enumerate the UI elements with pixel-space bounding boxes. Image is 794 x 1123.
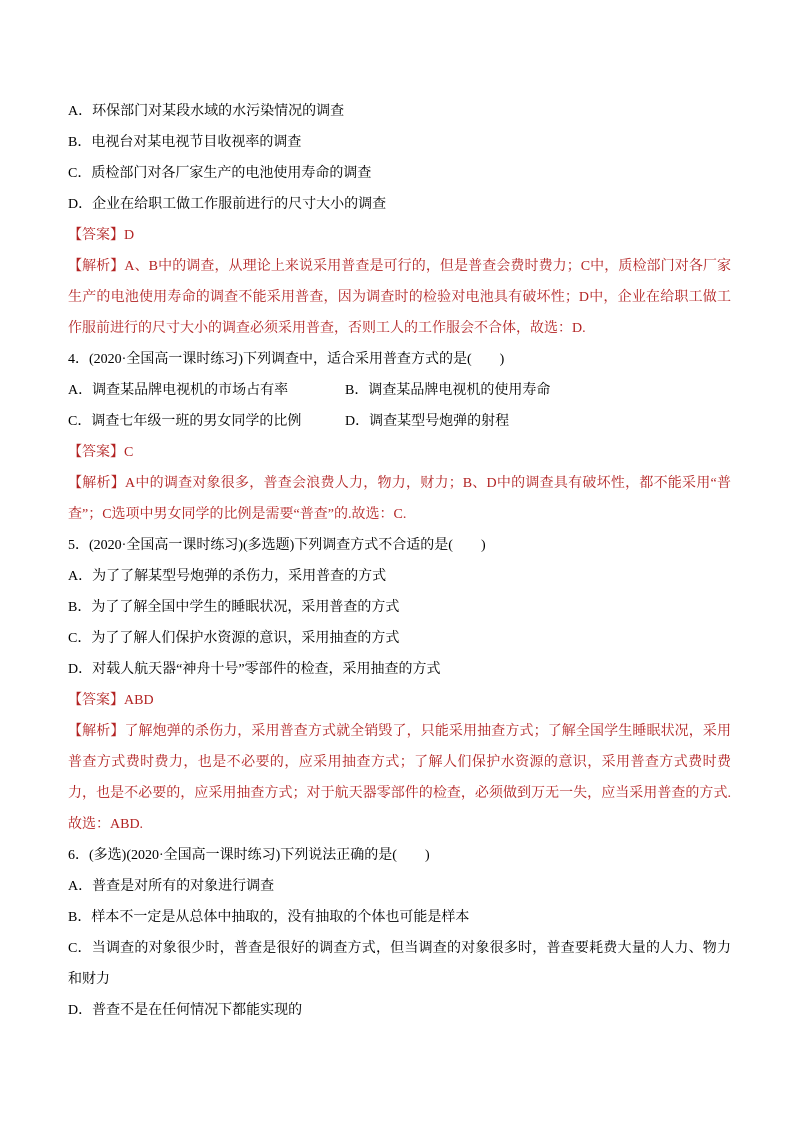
q6-option-c: C．当调查的对象很少时，普查是很好的调查方式，但当调查的对象很多时，普查要耗费大量的人力、物力和财力 <box>68 941 731 987</box>
q3-analysis-label: 【解析】 <box>68 259 125 274</box>
q5-answer-label: 【答案】 <box>68 693 124 708</box>
q5-analysis-text: 了解炮弹的杀伤力，采用普查方式就全销毁了，只能采用抽查方式；了解全国学生睡眠状况，采用普查方式费时费力，也是不必要的，应采用抽查方式；了解人们保护水资源的意识，采用普查方式费时费力，也是不必要的，应采用抽查方式；对于航天器零部件的检查，必须做到万无一失，应当采用普查的方式.故选：ABD. <box>68 724 732 832</box>
q5-analysis-label: 【解析】 <box>68 724 125 739</box>
q4-stem: 4．(2020·全国高一课时练习)下列调查中，适合采用普查方式的是( ) <box>68 352 505 367</box>
q4-option-c: C．调查七年级一班的男女同学的比例 <box>68 414 302 429</box>
q3-option-b: B．电视台对某电视节目收视率的调查 <box>68 135 302 150</box>
question-5-block <box>68 530 731 840</box>
q3-analysis-text: A、B中的调查，从理论上来说采用普查是可行的，但是普查会费时费力；C中，质检部门对各厂家生产的电池使用寿命的调查不能采用普查，因为调查时的检验对电池具有破坏性；D中，企业在给职工做工作服前进行的尺寸大小的调查必须采用普查，否则工人的工作服会不合体，故选：D. <box>68 259 731 336</box>
q3-option-c: C．质检部门对各厂家生产的电池使用寿命的调查 <box>68 166 372 181</box>
q4-analysis-label: 【解析】 <box>68 476 125 491</box>
q3-answer-value: D <box>124 228 135 243</box>
q4-answer-line <box>68 437 731 468</box>
q5-answer-value: ABD <box>124 693 154 708</box>
q4-analysis-text: A中的调查对象很多，普查会浪费人力，物力，财力；B、D中的调查具有破坏性，都不能采用“普查”；C选项中男女同学的比例是需要“普查”的.故选：C. <box>68 476 731 522</box>
q3-analysis-line <box>68 251 731 344</box>
q3-answer-line <box>68 220 731 251</box>
q4-option-b: B．调查某品牌电视机的使用寿命 <box>345 383 551 398</box>
q4-options-row-2 <box>68 406 731 437</box>
q5-stem: 5．(2020·全国高一课时练习)(多选题)下列调查方式不合适的是( ) <box>68 538 486 553</box>
question-3-block <box>68 96 731 344</box>
question-6-block <box>68 840 731 1026</box>
q3-answer-label: 【答案】 <box>68 228 124 243</box>
q5-option-b: B．为了了解全国中学生的睡眠状况，采用普查的方式 <box>68 600 400 615</box>
q4-options-row-1 <box>68 375 731 406</box>
q5-option-c: C．为了了解人们保护水资源的意识，采用抽查的方式 <box>68 631 400 646</box>
q4-answer-label: 【答案】 <box>68 445 124 460</box>
q4-option-d: D．调查某型号炮弹的射程 <box>345 414 510 429</box>
q5-option-d: D．对载人航天器“神舟十号”零部件的检查，采用抽查的方式 <box>68 662 441 677</box>
question-4-block <box>68 344 731 530</box>
q6-option-a: A．普查是对所有的对象进行调查 <box>68 879 275 894</box>
q6-stem: 6．(多选)(2020·全国高一课时练习)下列说法正确的是( ) <box>68 848 430 863</box>
q5-answer-line <box>68 685 731 716</box>
q5-analysis-line <box>68 716 731 840</box>
q6-option-d: D．普查不是在任何情况下都能实现的 <box>68 1003 303 1018</box>
q4-answer-value: C <box>124 445 134 460</box>
q3-option-d: D．企业在给职工做工作服前进行的尺寸大小的调查 <box>68 197 387 212</box>
q5-option-a: A．为了了解某型号炮弹的杀伤力，采用普查的方式 <box>68 569 387 584</box>
q4-option-a: A．调查某品牌电视机的市场占有率 <box>68 383 289 398</box>
q6-option-b: B．样本不一定是从总体中抽取的，没有抽取的个体也可能是样本 <box>68 910 470 925</box>
q4-analysis-line <box>68 468 731 530</box>
q3-option-a: A．环保部门对某段水域的水污染情况的调查 <box>68 104 345 119</box>
